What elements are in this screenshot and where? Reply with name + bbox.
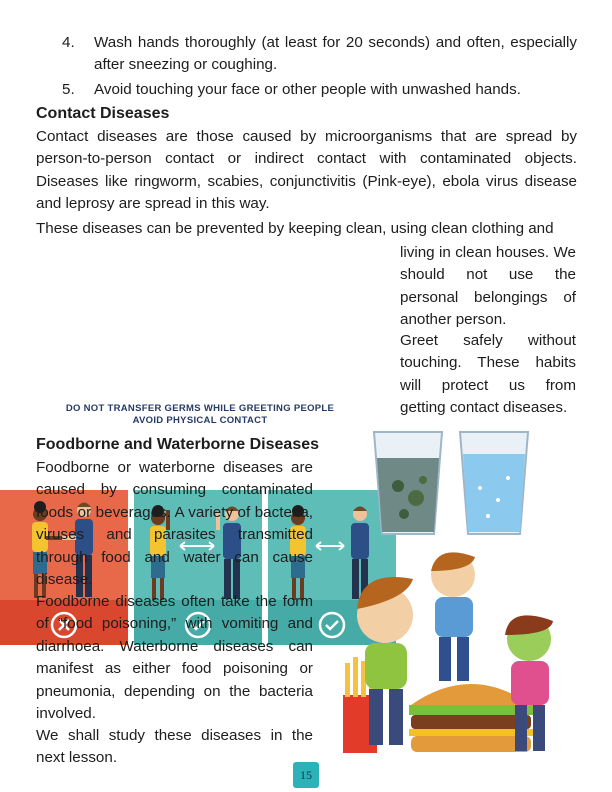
foodborne-diseases-heading: Foodborne and Waterborne Diseases bbox=[36, 436, 320, 453]
water-glasses-illustration bbox=[368, 428, 538, 540]
foodborne-paragraph-2: Foodborne diseases often take the form of “food poisoning,” with vomiting and diarrhoea. Waterborne diseases can manifest as either food poisoning or pneumonia, depending on the bacteria involved. bbox=[36, 593, 313, 723]
clean-water-glass-icon bbox=[460, 432, 528, 534]
prevention-line-1: These diseases can be prevented by keeping clean, using clean clothing and bbox=[36, 220, 554, 237]
list-item-5 bbox=[62, 79, 577, 101]
greeting-illustration bbox=[0, 245, 400, 400]
contact-diseases-paragraph: Contact diseases are those caused by microorganisms that are spread by person-to-person contact or indirect contact with contaminated objects. Diseases like ringworm, scabies, conjunctivitis (Pink-eye), ebola virus disease and leprosy are spread in this way. bbox=[36, 128, 577, 213]
prevention-paragraph-rest: living in clean houses. We should not use the personal belongings of another person. bbox=[400, 244, 576, 329]
foodborne-paragraph-1: Foodborne or waterborne diseases are caused by consuming contaminated foods or beverages. A variety of bacteria, viruses and parasites transmitted through food and water can cause disease. bbox=[36, 459, 313, 589]
sick-boy-center-icon bbox=[431, 552, 475, 681]
page-number: 15 bbox=[293, 762, 319, 788]
list-text: Avoid touching your face or other people with unwashed hands. bbox=[94, 81, 521, 98]
list-text: Wash hands thoroughly (at least for 20 seconds) and often, especially after sneezing or coughing. bbox=[94, 34, 577, 74]
list-number: 4. bbox=[62, 34, 75, 51]
foodborne-paragraph-3: We shall study these diseases in the next lesson. bbox=[36, 727, 313, 767]
dirty-water-glass-icon bbox=[374, 432, 442, 534]
greet-safely-paragraph: Greet safely without touching. These habits will protect us from getting contact diseases. bbox=[400, 332, 576, 417]
greeting-caption-line-2: AVOID PHYSICAL CONTACT bbox=[132, 415, 268, 426]
contact-diseases-heading: Contact Diseases bbox=[36, 105, 170, 122]
list-item-4 bbox=[62, 32, 577, 77]
list-number: 5. bbox=[62, 81, 75, 98]
greeting-caption-line-1: DO NOT TRANSFER GERMS WHILE GREETING PEOPLE bbox=[65, 403, 335, 414]
sick-children-food-illustration bbox=[325, 545, 570, 757]
